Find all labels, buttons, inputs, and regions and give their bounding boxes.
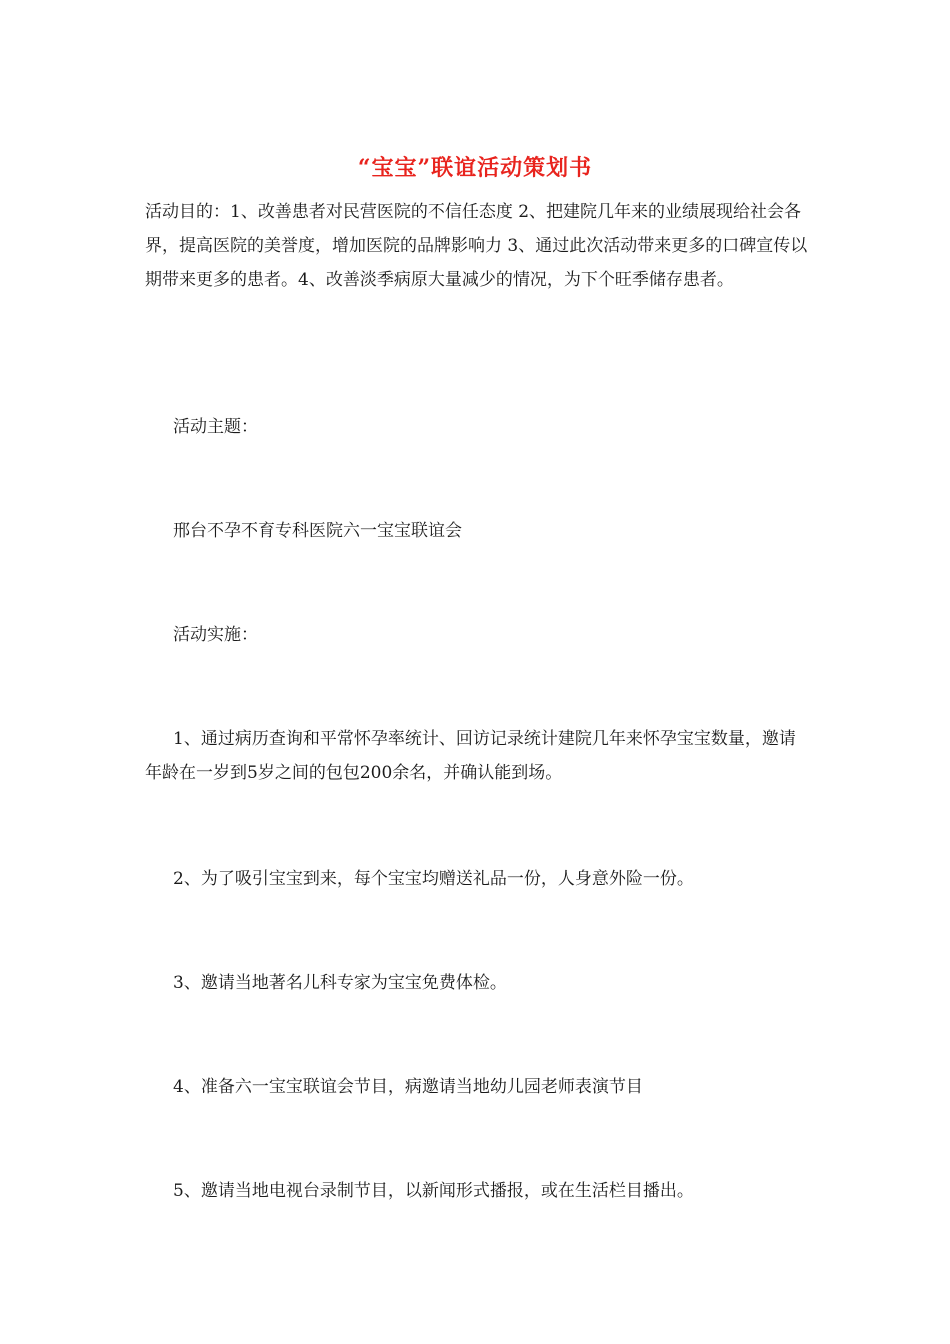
implementation-item: 1、通过病历查询和平常怀孕率统计、回访记录统计建院几年来怀孕宝宝数量，邀请年龄在一岁到5岁之间的包包200余名，并确认能到场。 xyxy=(145,729,796,783)
theme-heading: 活动主题： xyxy=(173,417,258,437)
implementation-heading: 活动实施： xyxy=(173,625,258,645)
implementation-item: 2、为了吸引宝宝到来，每个宝宝均赠送礼品一份，人身意外险一份。 xyxy=(173,869,694,889)
implementation-item: 5、邀请当地电视台录制节目，以新闻形式播报，或在生活栏目播出。 xyxy=(173,1181,694,1201)
implementation-item: 3、邀请当地著名儿科专家为宝宝免费体检。 xyxy=(173,973,507,993)
theme-text: 邢台不孕不育专科医院六一宝宝联谊会 xyxy=(173,521,462,541)
purpose-paragraph: 活动目的：1、改善患者对民营医院的不信任态度 2、把建院几年来的业绩展现给社会各界，提高医院的美誉度，增加医院的品牌影响力 3、通过此次活动带来更多的口碑宣传以期带来更多的患者。4、改善淡季病原大量减少的情况，为下个旺季储存患者。 xyxy=(145,202,808,290)
implementation-item: 4、准备六一宝宝联谊会节目，病邀请当地幼儿园老师表演节目 xyxy=(173,1077,643,1097)
document-title: “宝宝”联谊活动策划书 xyxy=(357,155,593,181)
